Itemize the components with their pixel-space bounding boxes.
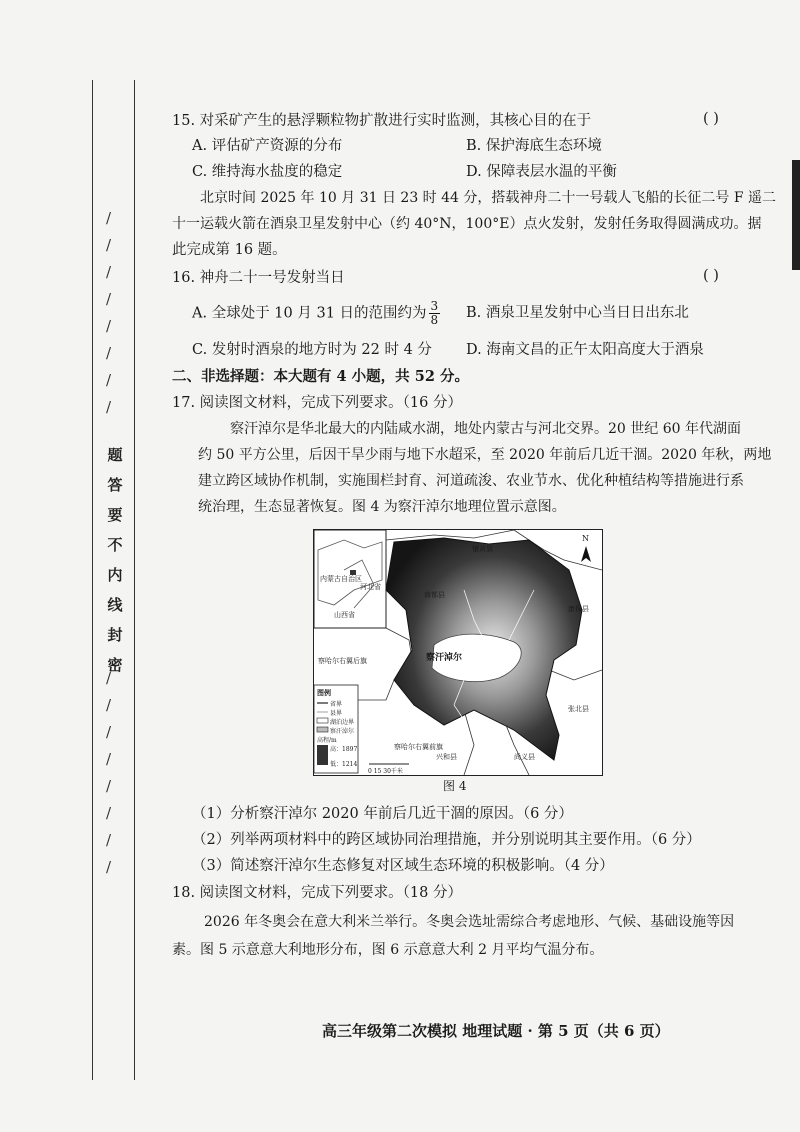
- section2-heading: 二、非选择题：本大题有 4 小题，共 52 分。: [172, 368, 469, 385]
- q16-option-d: D. 海南文昌的正午太阳高度大于酒泉: [466, 342, 704, 358]
- scan-edge-bar: [792, 160, 800, 270]
- q15-option-c: C. 维持海水盐度的稳定: [192, 164, 343, 180]
- county-boundary: [464, 710, 474, 775]
- page-footer: 高三年级第二次模拟 地理试题 · 第 5 页（共 6 页）: [322, 1022, 670, 1040]
- q16-answer-paren: ( ): [703, 268, 719, 284]
- legend-lake: 湖泊边界: [330, 719, 355, 726]
- q17-sub2: （2）列举两项材料中的跨区域协同治理措施，并分别说明其主要作用。（6 分）: [192, 832, 701, 848]
- fraction: [429, 300, 441, 327]
- q18-para-line2: 素。图 5 示意意大利地形分布，图 6 示意意大利 2 月平均气温分布。: [172, 942, 604, 958]
- legend-province: 省界: [330, 701, 343, 708]
- place-shangyi: 尚义县: [514, 753, 535, 761]
- legend-swatch-area: [317, 727, 328, 732]
- figure4-map: [313, 529, 603, 776]
- q15-stem: 15. 对采矿产生的悬浮颗粒物扩散进行实时监测，其核心目的在于: [172, 113, 592, 129]
- fraction-denominator: 8: [430, 313, 439, 327]
- lake-label: 察汗淖尔: [426, 653, 463, 663]
- q15-answer-paren: ( ): [703, 111, 719, 127]
- q17-para-line3: 建立跨区域协作机制，实施围栏封育、河道疏浚、农业节水、优化种植结构等措施进行系: [198, 473, 744, 489]
- binding-line-outer: [92, 80, 93, 1080]
- inset-label-shanxi: 山西省: [334, 611, 355, 619]
- q16-stem: 16. 神舟二十一号发射当日: [172, 270, 345, 286]
- q16-option-b: B. 酒泉卫星发射中心当日日出东北: [466, 305, 689, 321]
- margin-slashes-bottom: / / / / / / / /: [106, 669, 112, 876]
- q16-option-c: C. 发射时酒泉的地方时为 22 时 4 分: [192, 342, 432, 358]
- material16-line2: 十一运载火箭在酒泉卫星发射中心（约 40°N，100°E）点火发射，发射任务取得圆满成功。据: [172, 216, 762, 232]
- legend-county: 县界: [330, 710, 343, 717]
- q16-option-a-text: A. 全球处于 10 月 31 日的范围约为: [192, 305, 427, 322]
- q15-option-a: A. 评估矿产资源的分布: [192, 138, 343, 154]
- q16-option-a: [192, 300, 440, 327]
- q17-sub1: （1）分析察汗淖尔 2020 年前后几近干涸的原因。（6 分）: [192, 806, 573, 822]
- q17-para-line1: 察汗淖尔是华北最大的内陆咸水湖，地处内蒙古与河北交界。20 世纪 60 年代湖面: [230, 421, 741, 437]
- place-xinghe: 兴和县: [436, 753, 457, 761]
- q17-para-line4: 统治理，生态显著恢复。图 4 为察汗淖尔地理位置示意图。: [198, 499, 566, 515]
- place-xianghuangqi: 镶黄旗: [472, 545, 493, 553]
- place-zhangbei: 张北县: [568, 705, 589, 713]
- material16-line1: 北京时间 2025 年 10 月 31 日 23 时 44 分，搭载神舟二十一号载人飞船的长征二号 F 遥二: [200, 190, 777, 206]
- legend-title: 图例: [317, 688, 331, 697]
- legend-elevation-high: 高：1897: [330, 746, 358, 753]
- county-boundary: [549, 670, 602, 680]
- figure4-caption: 图 4: [443, 779, 467, 793]
- legend-elevation-title: 高程/m: [317, 737, 337, 744]
- north-label: N: [582, 534, 589, 543]
- q15-option-d: D. 保障表层水温的平衡: [466, 164, 617, 180]
- q18-para-line1: 2026 年冬奥会在意大利米兰举行。冬奥会选址需综合考虑地形、气候、基础设施等因: [204, 914, 735, 930]
- inset-label-hebei: 河北省: [360, 583, 381, 591]
- place-shangdu: 商都县: [424, 591, 445, 599]
- place-kangbao: 康保县: [568, 605, 589, 613]
- inset-label-nmg: 内蒙古自治区: [320, 575, 362, 583]
- legend-elevation-low: 低：1214: [330, 761, 358, 768]
- place-chahaer-qianqi: 察哈尔右翼前旗: [394, 743, 443, 751]
- seal-line-text: 题 答 要 不 内 线 封 密: [107, 446, 123, 674]
- binding-line-inner: [134, 80, 135, 1080]
- q15-option-b: B. 保护海底生态环境: [466, 138, 602, 154]
- legend-elevation-bar: [317, 745, 328, 765]
- legend-swatch-lake: [317, 718, 328, 723]
- q17-para-line2: 约 50 平方公里，后因干旱少雨与地下水超采，至 2020 年前后几近干涸。2020 年秋，两地: [198, 447, 772, 463]
- place-chahaer-houqi: 察哈尔右翼后旗: [318, 657, 367, 665]
- q17-sub3: （3）简述察汗淖尔生态修复对区域生态环境的积极影响。（4 分）: [192, 858, 614, 874]
- q17-stem: 17. 阅读图文材料，完成下列要求。（16 分）: [172, 395, 462, 411]
- fraction-numerator: 3: [430, 299, 439, 313]
- north-arrow-icon: [581, 546, 591, 562]
- material16-line3: 此完成第 16 题。: [172, 242, 287, 258]
- margin-slashes-top: / / / / / / / /: [106, 209, 112, 416]
- legend-area: 察汗淖尔: [330, 728, 355, 735]
- q18-stem: 18. 阅读图文材料，完成下列要求。（18 分）: [172, 885, 462, 901]
- scale-label: 0 15 30千米: [368, 768, 403, 775]
